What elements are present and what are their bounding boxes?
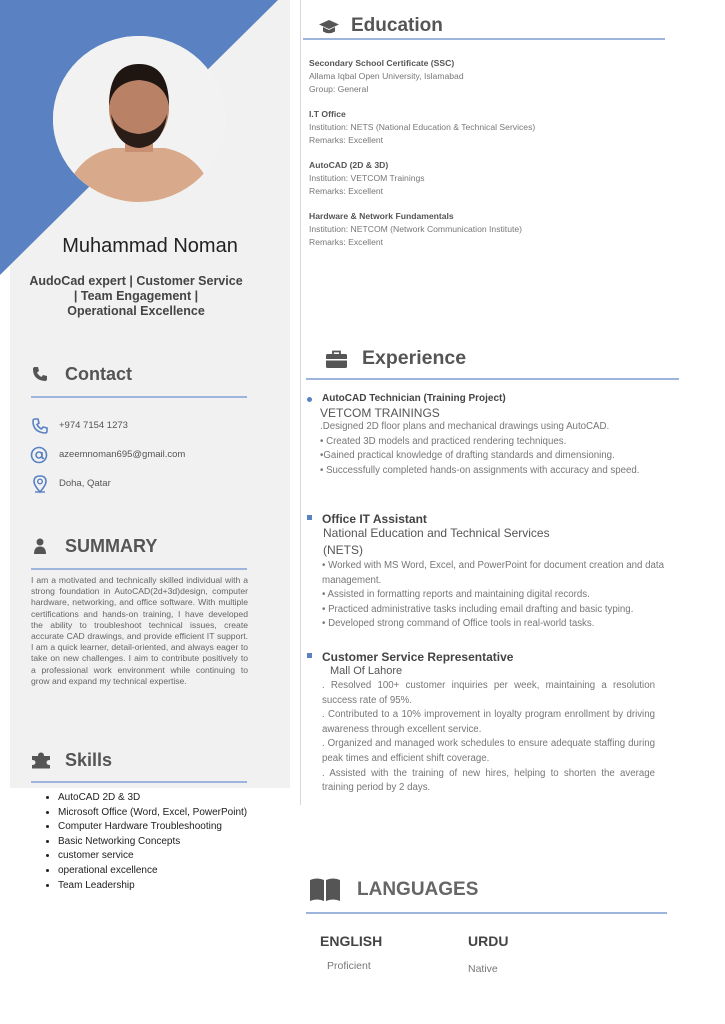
experience-heading: Experience <box>362 347 467 369</box>
phone-icon <box>31 417 49 440</box>
bullet-marker <box>307 397 312 402</box>
languages-divider <box>306 912 667 914</box>
education-title: I.T Office <box>309 109 346 119</box>
language-level: Proficient <box>327 960 371 972</box>
skill-item: • AutoCAD 2D & 3D <box>58 791 258 806</box>
job-point: . Organized and managed work schedules to ensure adequate staffing during peak times and efficient shift coverage. <box>322 738 655 764</box>
contact-email[interactable]: azeemnoman695@gmail.com <box>59 449 186 460</box>
skills-divider <box>31 781 247 783</box>
skill-item: • Basic Networking Concepts <box>58 835 258 850</box>
skill-item: • Team Leadership <box>58 879 258 894</box>
job-point: •Gained practical knowledge of drafting standards and dimensioning. <box>320 450 615 462</box>
job-point: • Developed strong command of Office tools in real-world tasks. <box>322 618 595 630</box>
job-organization: Mall Of Lahore <box>330 665 403 677</box>
language-level: Native <box>468 963 498 975</box>
education-detail: Remarks: Excellent <box>309 185 384 196</box>
education-detail: Group: General <box>309 83 369 94</box>
skill-item: • operational excellence <box>58 864 258 879</box>
education-heading: Education <box>351 15 443 36</box>
puzzle-icon <box>31 752 51 774</box>
contact-divider <box>31 396 247 398</box>
skill-item: • customer service <box>58 849 258 864</box>
summary-divider <box>31 568 247 570</box>
education-title: Secondary School Certificate (SSC) <box>309 58 455 68</box>
at-sign-icon <box>30 446 48 469</box>
bullet-marker <box>307 515 312 520</box>
education-detail: Institution: NETCOM (Network Communication Institute) <box>309 223 522 234</box>
job-details <box>320 420 661 478</box>
education-item <box>309 57 464 95</box>
job-title: AutoCAD Technician (Training Project) <box>322 393 506 404</box>
job-point: . Assisted with the training of new hires, helping to shorten the average training period by 2 days. <box>322 767 655 794</box>
skill-item: • Computer Hardware Troubleshooting <box>58 820 258 835</box>
job-point: • Assisted in formatting reports and maintaining digital records. <box>322 589 590 601</box>
tagline <box>16 274 256 319</box>
skills-list <box>30 791 258 893</box>
contact-phone[interactable]: +974 7154 1273 <box>59 420 128 431</box>
job-point: • Worked with MS Word, Excel, and PowerPoint for document creation and data management. <box>322 560 664 586</box>
job-organization: National Education and Technical Services (NETS) <box>323 526 550 557</box>
experience-divider <box>306 378 679 380</box>
skill-item: • Microsoft Office (Word, Excel, PowerPoint) <box>58 806 258 821</box>
job-point: • Successfully completed hands-on assignments with accuracy and speed. <box>320 464 640 476</box>
summary-text: I am a motivated and technically skilled individual with a strong foundation in AutoCAD(2d+3d)design, computer hardware, networking, and office software. With multiple certifications and hands-on training, I have developed the ability to troubleshoot technical issues, create accurate CAD drawings, and provide efficient IT support. I am a quick learner, detail-oriented, and always eager to take on new challenges. I aim to contribute positively to a professional work environment while continuing to grow and expand my technical expertise. <box>31 575 248 686</box>
tagline-line: Operational Excellence <box>67 304 205 318</box>
job-title: Office IT Assistant <box>322 512 427 526</box>
person-icon <box>33 538 47 559</box>
job-point: . Contributed to a 10% improvement in loyalty program enrollment by driving awareness through excellent service. <box>322 709 655 735</box>
tagline-line: AudoCad expert | Customer Service <box>29 274 243 288</box>
job-point: • Created 3D models and practiced rendering techniques. <box>320 435 567 447</box>
education-detail: Institution: VETCOM Trainings <box>309 172 425 183</box>
contact-location: Doha, Qatar <box>59 478 111 489</box>
phone-handset-icon <box>32 366 48 387</box>
column-divider <box>300 0 301 805</box>
location-pin-icon <box>31 474 49 499</box>
education-detail: Remarks: Excellent <box>309 134 384 145</box>
education-title: AutoCAD (2D & 3D) <box>309 160 389 170</box>
tagline-line: | Team Engagement | <box>73 289 199 303</box>
education-detail: Allama Iqbal Open University, Islamabad <box>309 70 464 81</box>
job-title: Customer Service Representative <box>322 650 514 664</box>
languages-heading: LANGUAGES <box>357 879 479 900</box>
education-item <box>309 159 425 197</box>
profile-photo <box>53 36 225 202</box>
job-point: .Designed 2D floor plans and mechanical drawings using AutoCAD. <box>320 421 610 432</box>
skills-heading: Skills <box>65 750 113 770</box>
summary-heading: SUMMARY <box>65 536 158 556</box>
job-details <box>322 679 655 796</box>
job-organization: VETCOM TRAININGS <box>320 406 440 420</box>
education-title: Hardware & Network Fundamentals <box>309 211 454 221</box>
language-name: URDU <box>468 933 509 949</box>
education-detail: Remarks: Excellent <box>309 236 384 247</box>
briefcase-icon <box>325 350 348 374</box>
job-point: . Resolved 100+ customer inquiries per week, maintaining a resolution success rate of 95%. <box>322 680 655 706</box>
contact-heading: Contact <box>65 364 132 384</box>
job-point: • Practiced administrative tasks including email drafting and basic typing. <box>322 603 634 615</box>
open-book-icon <box>309 877 341 908</box>
job-details <box>322 559 664 632</box>
education-item <box>309 210 522 248</box>
graduation-cap-icon <box>318 19 340 40</box>
full-name: Muhammad Noman <box>62 235 238 257</box>
education-item <box>309 108 535 146</box>
bullet-marker <box>307 653 312 658</box>
education-divider <box>303 38 665 40</box>
language-name: ENGLISH <box>320 933 383 949</box>
education-detail: Institution: NETS (National Education & Technical Services) <box>309 121 536 132</box>
